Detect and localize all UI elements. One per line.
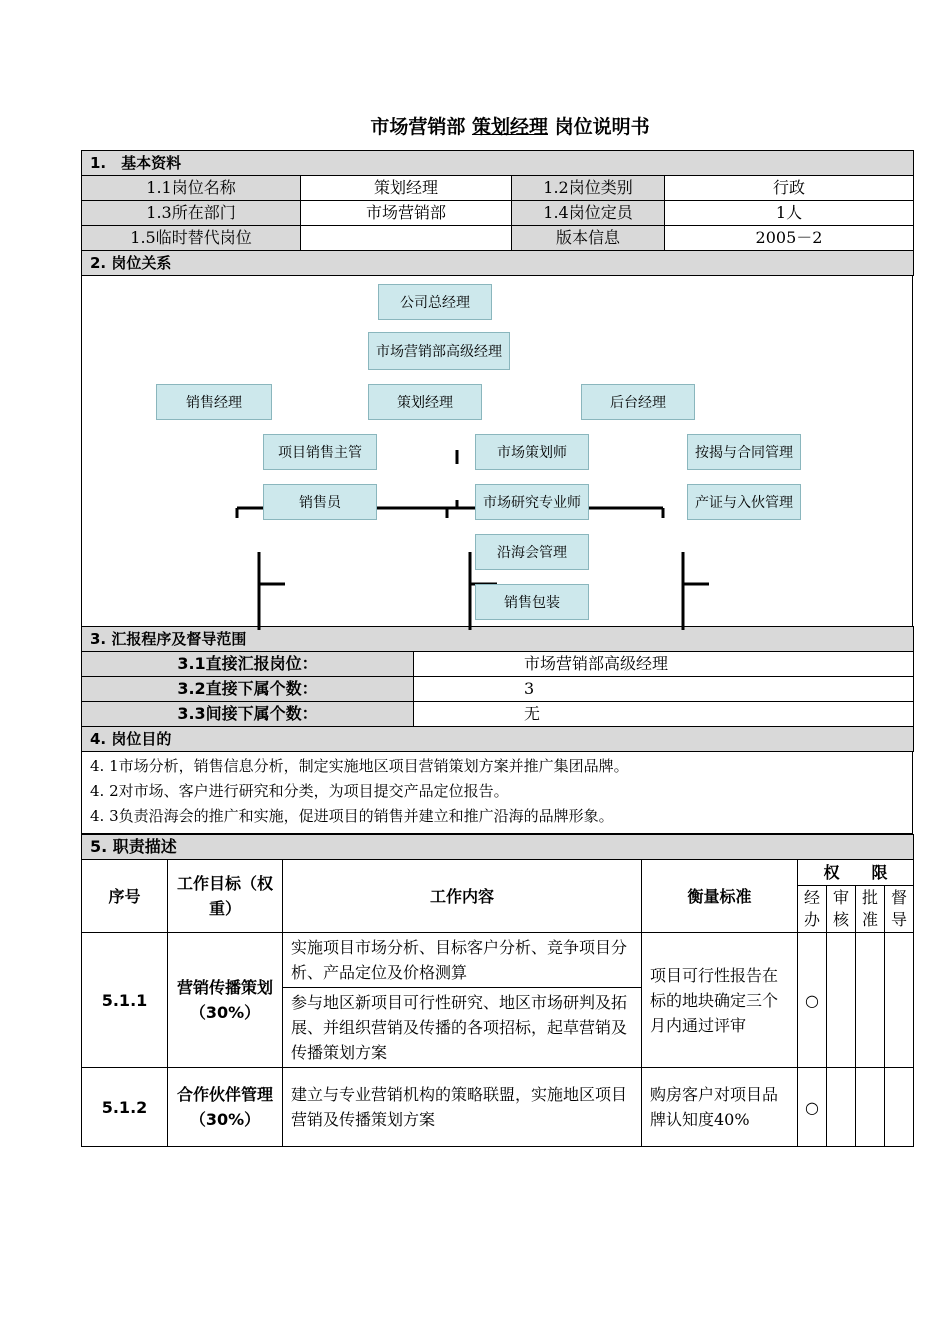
page-title [0, 112, 950, 139]
value-cell: 行政 [665, 176, 914, 201]
goal-weight: （30%） [189, 1003, 261, 1022]
header-standard: 衡量标准 [642, 860, 798, 933]
row-content: 参与地区新项目可行性研究、地区市场研判及拓展、并组织营销及传播的各项招标，起草营销及传播策划方案 [283, 988, 642, 1068]
value-cell: 2005－2 [665, 226, 914, 251]
header-auth-col: 督导 [885, 886, 914, 933]
label-cell: 1.5临时替代岗位 [82, 226, 301, 251]
goal-text: 营销传播策划 [176, 978, 273, 997]
list-item: 4. 3负责沿海会的推广和实施，促进项目的销售并建立和推广沿海的品牌形象。 [90, 807, 614, 825]
org-box-ceo: 公司总经理 [378, 284, 492, 320]
row-no: 5.1.1 [82, 933, 168, 1068]
title-job: 策划经理 [471, 116, 548, 138]
table-row [82, 702, 914, 727]
section-1-heading: 1. 基本资料 [82, 151, 914, 176]
value-cell: 1人 [665, 201, 914, 226]
goal-text: 合作伙伴管理 [176, 1085, 273, 1104]
goal-weight: （30%） [189, 1110, 261, 1129]
value-cell: 策划经理 [301, 176, 512, 201]
org-box-sales-staff: 项目销售主管 [263, 434, 377, 470]
row-mark: ○ [798, 1068, 827, 1147]
label-cell: 1.2岗位类别 [512, 176, 665, 201]
row-mark: ○ [798, 933, 827, 1068]
list-item: 4. 1市场分析，销售信息分析，制定实施地区项目营销策划方案并推广集团品牌。 [90, 757, 629, 775]
org-box-senior-manager: 市场营销部高级经理 [368, 332, 510, 370]
header-no: 序号 [82, 860, 168, 933]
label-cell: 3.3间接下属个数： [82, 702, 414, 727]
row-content: 建立与专业营销机构的策略联盟，实施地区项目营销及传播策划方案 [283, 1068, 642, 1147]
org-box-backoffice-manager: 后台经理 [581, 384, 695, 420]
row-standard: 项目可行性报告在标的地块确定三个月内通过评审 [642, 933, 798, 1068]
value-cell: 市场营销部高级经理 [414, 652, 914, 677]
header-auth-col: 经办 [798, 886, 827, 933]
table-row [82, 1068, 914, 1147]
org-box-sales-staff: 销售员 [263, 484, 377, 520]
row-empty [827, 1068, 856, 1147]
org-box-planning-staff: 市场研究专业师 [475, 484, 589, 520]
value-cell: 市场营销部 [301, 201, 512, 226]
header-auth: 权 限 [798, 860, 914, 886]
org-box-planning-manager: 策划经理 [368, 384, 482, 420]
org-box-backoffice-staff: 按揭与合同管理 [687, 434, 801, 470]
org-box-planning-staff: 市场策划师 [475, 434, 589, 470]
section-2-heading: 2. 岗位关系 [82, 251, 914, 276]
header-goal: 工作目标（权重） [168, 860, 283, 933]
row-goal [168, 1068, 283, 1147]
title-dept: 市场营销部 [370, 116, 466, 138]
header-auth-col: 审核 [827, 886, 856, 933]
purpose-list [81, 752, 913, 834]
header-auth-col: 批准 [856, 886, 885, 933]
row-no: 5.1.2 [82, 1068, 168, 1147]
title-suffix: 岗位说明书 [554, 116, 650, 138]
org-box-backoffice-staff: 产证与入伙管理 [687, 484, 801, 520]
row-empty [856, 1068, 885, 1147]
section-5-heading: 5. 职责描述 [82, 835, 914, 860]
duty-table [81, 834, 914, 1147]
row-empty [827, 933, 856, 1068]
label-cell: 版本信息 [512, 226, 665, 251]
row-goal [168, 933, 283, 1068]
row-content: 实施项目市场分析、目标客户分析、竞争项目分析、产品定位及价格测算 [283, 933, 642, 988]
table-row [82, 677, 914, 702]
header-content: 工作内容 [283, 860, 642, 933]
value-cell: 3 [414, 677, 914, 702]
org-box-planning-staff: 销售包装 [475, 584, 589, 620]
reporting-table [81, 626, 914, 752]
label-cell: 3.2直接下属个数： [82, 677, 414, 702]
table-row [82, 933, 914, 988]
row-standard: 购房客户对项目品牌认知度40% [642, 1068, 798, 1147]
label-cell: 1.4岗位定员 [512, 201, 665, 226]
row-empty [856, 933, 885, 1068]
org-box-planning-staff: 沿海会管理 [475, 534, 589, 570]
org-box-sales-manager: 销售经理 [156, 384, 272, 420]
table-row [82, 652, 914, 677]
job-description-form [81, 150, 913, 1147]
value-cell: 无 [414, 702, 914, 727]
section-4-heading: 4. 岗位目的 [82, 727, 914, 752]
label-cell: 1.1岗位名称 [82, 176, 301, 201]
label-cell: 3.1直接汇报岗位： [82, 652, 414, 677]
row-empty [885, 1068, 914, 1147]
row-empty [885, 933, 914, 1068]
section-3-heading: 3. 汇报程序及督导范围 [82, 627, 914, 652]
list-item: 4. 2对市场、客户进行研究和分类，为项目提交产品定位报告。 [90, 782, 509, 800]
label-cell: 1.3所在部门 [82, 201, 301, 226]
